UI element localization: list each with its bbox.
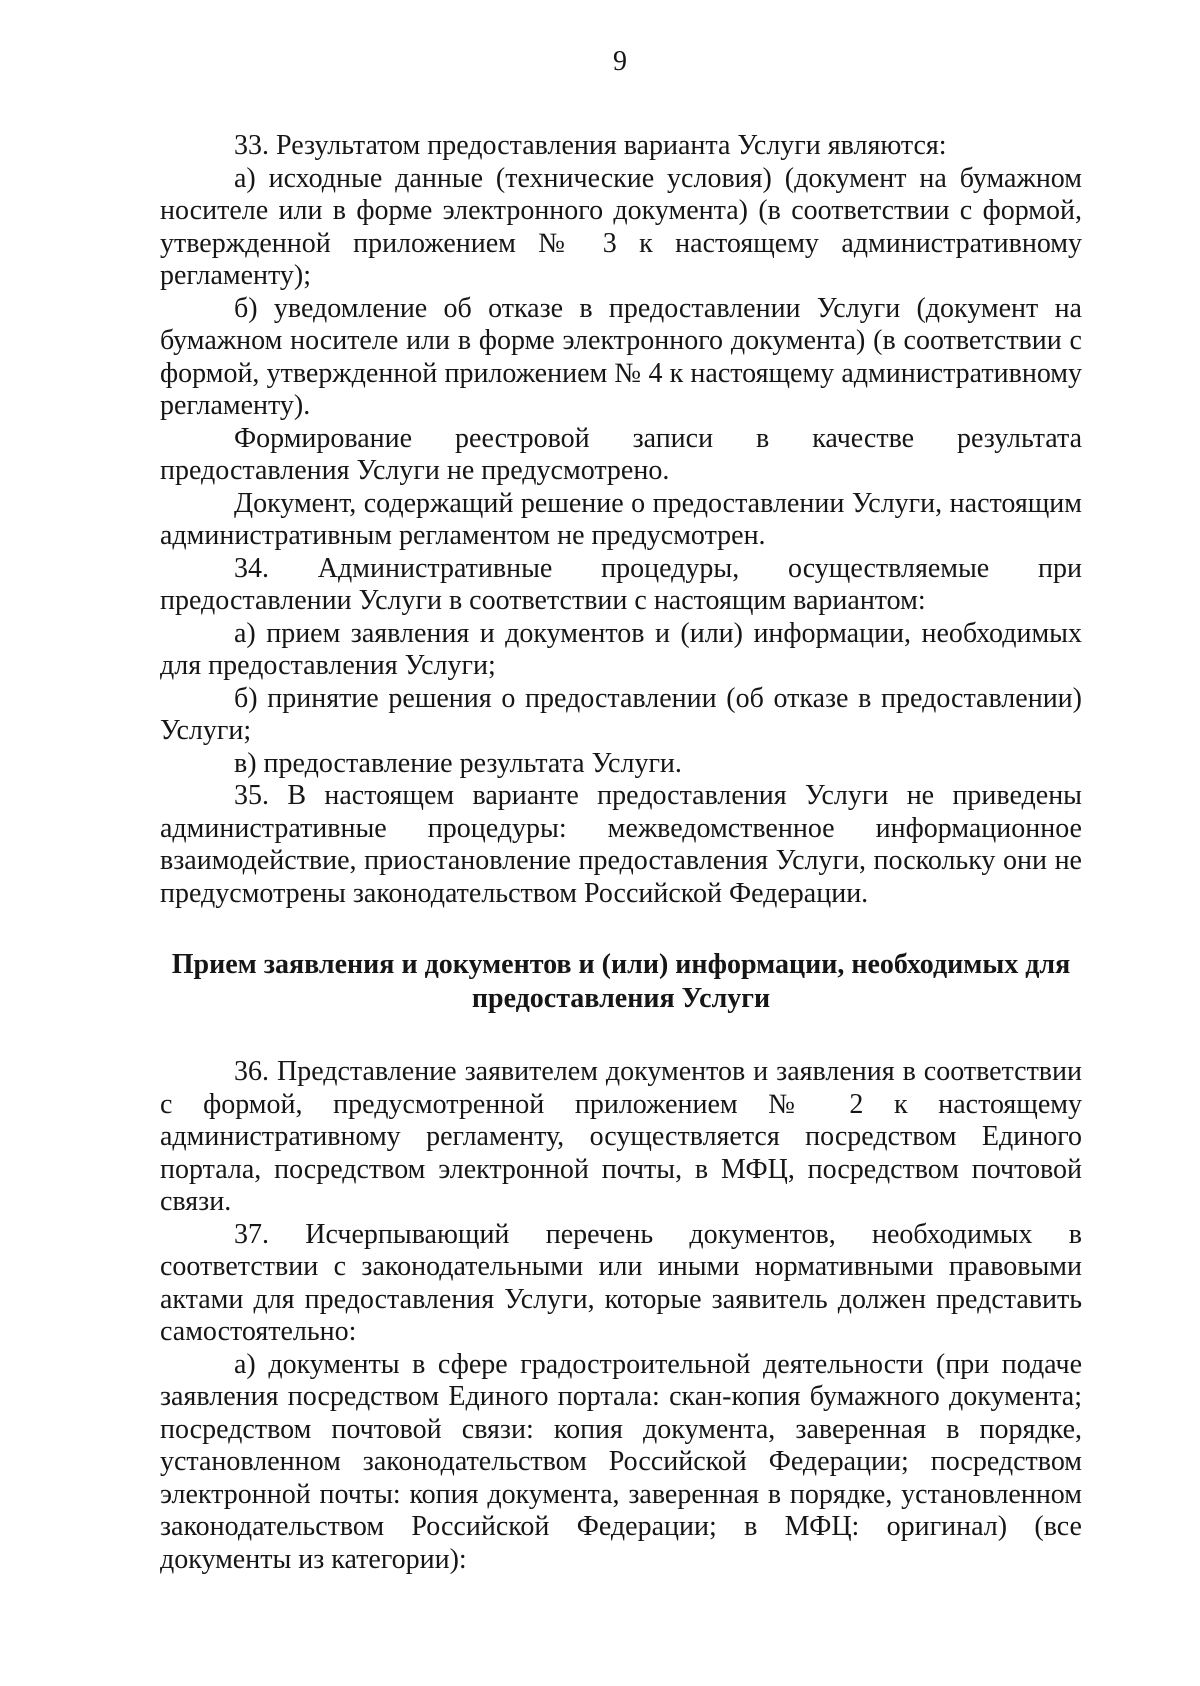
paragraph-33: 33. Результатом предоставления варианта Услуги являются:: [234, 130, 947, 161]
document-body: [160, 130, 1082, 1576]
paragraph-35: 35. В настоящем варианте предоставления Услуги не приведены административные процедуры: межведомственное информационное взаимодействие, приостановление предоставления Услуги, поскольку они не предусмотрены законодательством Российской Федерации.: [160, 780, 1082, 909]
paragraph-34-c: в) предоставление результата Услуги.: [234, 747, 682, 779]
section-heading: Прием заявления и документов и (или) информации, необходимых для предоставления Услуги: [171, 949, 1071, 1014]
paragraph-37: 37. Исчерпывающий перечень документов, необходимых в соответствии с законодательными или иными нормативными правовыми актами для предоставления Услуги, которые заявитель должен представить самостоятельно:: [160, 1218, 1082, 1347]
paragraph-34: 34. Административные процедуры, осуществляемые при предоставлении Услуги в соответствии с настоящим вариантом:: [160, 552, 1082, 616]
paragraph-33-b: б) уведомление об отказе в предоставлении Услуги (документ на бумажном носителе или в форме электронного документа) (в соответствии с формой, утвержденной приложением № 4 к настоящему административному регламенту).: [160, 292, 1082, 421]
paragraph-36: 36. Представление заявителем документов и заявления в соответствии с формой, предусмотренной приложением № 2 к настоящему административному регламенту, осуществляется посредством Единого портала, посредством электронной почты, в МФЦ, посредством почтовой связи.: [160, 1056, 1082, 1217]
paragraph-37-a: а) документы в сфере градостроительной деятельности (при подаче заявления посредством Единого портала: скан-копия бумажного документа; посредством почтовой связи: копия документа, заверенная в порядке, установленном законодательством Российской Федерации; посредством электронной почты: копия документа, заверенная в порядке, установленном законодательством Российской Федерации; в МФЦ: оригинал) (все документы из категории):: [160, 1348, 1082, 1575]
page-number: 9: [613, 46, 627, 77]
paragraph-decision-note: Документ, содержащий решение о предоставлении Услуги, настоящим административным регламентом не предусмотрен.: [160, 487, 1082, 551]
paragraph-registry-note: Формирование реестровой записи в качестве результата предоставления Услуги не предусмотрено.: [160, 422, 1082, 486]
paragraph-34-a: а) прием заявления и документов и (или) информации, необходимых для предоставления Услуги;: [160, 617, 1082, 681]
paragraph-34-b: б) принятие решения о предоставлении (об отказе в предоставлении) Услуги;: [160, 682, 1082, 746]
paragraph-33-a: а) исходные данные (технические условия) (документ на бумажном носителе или в форме электронного документа) (в соответствии с формой, утвержденной приложением № 3 к настоящему административному регламенту);: [160, 162, 1082, 291]
